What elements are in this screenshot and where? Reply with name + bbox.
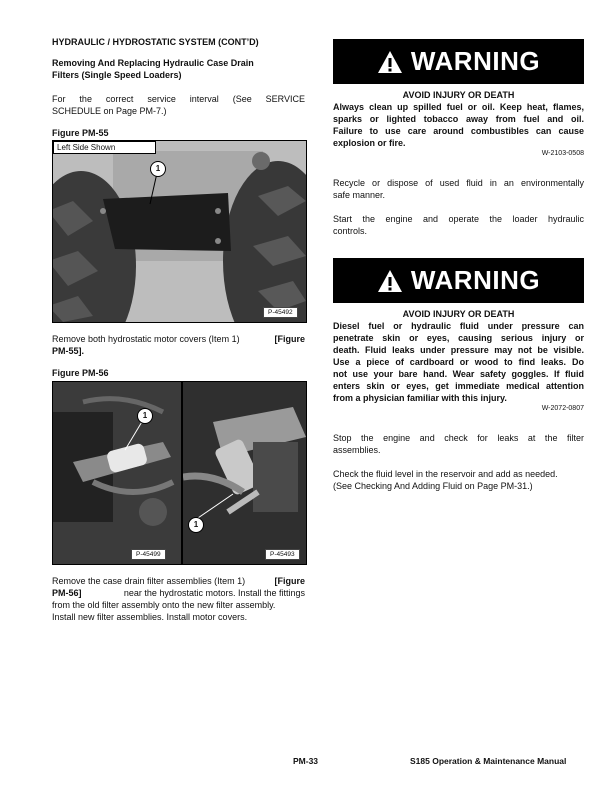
warning-1-line-2: sparks or lighted tobacco away from fuel and oil.	[333, 114, 584, 124]
warning-2-line-6: enters skin or eyes, get immediate medical attention	[333, 381, 584, 391]
step-1-line-2: PM-55].	[52, 346, 85, 356]
warning-banner-1	[333, 39, 584, 84]
step-1-text: Remove both hydrostatic motor covers (Item 1)	[52, 334, 240, 344]
step-2-figure-ref-end: PM-56]	[52, 588, 82, 598]
figure-pm-55-photo-id: P-45492	[263, 307, 298, 318]
manual-title: S185 Operation & Maintenance Manual	[410, 756, 567, 766]
warning-1-line-3: Failure to use care around combustibles can cause	[333, 126, 584, 136]
figure-pm-55-callout: 1	[150, 161, 166, 177]
figure-pm-56-label: Figure PM-56	[52, 368, 109, 378]
warning-banner-2	[333, 258, 584, 303]
start-line-1: Start the engine and operate the loader hydraulic	[333, 214, 584, 224]
stop-line-1: Stop the engine and check for leaks at the filter	[333, 433, 584, 443]
section-title: HYDRAULIC / HYDROSTATIC SYSTEM (CONT’D)	[52, 37, 259, 47]
step-2-line-4: Install new filter assemblies. Install motor covers.	[52, 612, 248, 622]
recycle-line-2: safe manner.	[333, 190, 386, 200]
case-drain-filter-image-right	[183, 382, 306, 564]
figure-pm-56-right-callout: 1	[188, 517, 204, 533]
warning-2-line-3: death. Fluid leaks under pressure may not be visible.	[333, 345, 584, 355]
subsection-title-line-2: Filters (Single Speed Loaders)	[52, 70, 182, 80]
stop-line-2: assemblies.	[333, 445, 381, 455]
figure-pm-55-label: Figure PM-55	[52, 128, 109, 138]
step-2-text-cont: near the hydrostatic motors. Install the fittings	[123, 588, 305, 598]
intro-line-2: SCHEDULE on Page PM-7.)	[52, 106, 167, 116]
warning-triangle-icon	[377, 269, 403, 293]
figure-pm-56-left-photo-id: P-45499	[131, 549, 166, 560]
warning-2-line-2: penetrate skin or eyes, causing serious injury or	[333, 333, 584, 343]
start-line-2: controls.	[333, 226, 368, 236]
figure-pm-56-right-photo	[182, 381, 307, 565]
warning-2-line-5: not use your bare hand. Wear safety goggles. If fluid	[333, 369, 584, 379]
figure-pm-56-left-photo	[52, 381, 182, 565]
step-2-line-1	[52, 575, 305, 587]
figure-pm-55-caption: Left Side Shown	[53, 141, 156, 154]
check-line-1: Check the fluid level in the reservoir and add as needed.	[333, 469, 558, 479]
warning-banner-1-text: WARNING	[410, 46, 541, 76]
hydrostatic-motor-cover-image	[53, 141, 306, 322]
warning-1-code: W-2103-0508	[541, 150, 584, 157]
warning-banner-2-text: WARNING	[410, 265, 541, 295]
warning-1-line-1: Always clean up spilled fuel or oil. Keep heat, flames,	[333, 102, 584, 112]
check-line-2: (See Checking And Adding Fluid on Page PM-31.)	[333, 481, 533, 491]
step-2-text: Remove the case drain filter assemblies (Item 1)	[52, 576, 246, 586]
warning-1-title: AVOID INJURY OR DEATH	[402, 90, 515, 100]
step-2-line-3: from the old filter assembly onto the new filter assembly.	[52, 600, 276, 610]
intro-line-1: For the correct service interval (See SERVICE	[52, 94, 305, 104]
case-drain-filter-image-left	[53, 382, 181, 564]
warning-2-title: AVOID INJURY OR DEATH	[402, 309, 515, 319]
step-1-line-1	[52, 333, 305, 345]
warning-2-line-7: from a physician familiar with this injury.	[333, 393, 507, 403]
subsection-title-line-1: Removing And Replacing Hydraulic Case Drain	[52, 58, 254, 68]
step-2-figure-ref: [Figure	[274, 576, 305, 586]
step-1-figure-ref: [Figure	[274, 334, 305, 344]
step-2-line-2	[52, 587, 305, 599]
recycle-line-1: Recycle or dispose of used fluid in an environmentally	[333, 178, 584, 188]
warning-2-code: W-2072-0807	[541, 405, 584, 412]
figure-pm-56-left-callout: 1	[137, 408, 153, 424]
warning-2-line-4: Use a piece of cardboard or wood to find leaks. Do	[333, 357, 584, 367]
warning-1-line-4: explosion or fire.	[333, 138, 406, 148]
page-number: PM-33	[293, 756, 319, 766]
warning-2-line-1: Diesel fuel or hydraulic fluid under pressure can	[333, 321, 584, 331]
warning-triangle-icon	[377, 50, 403, 74]
figure-pm-55-photo	[52, 140, 307, 323]
figure-pm-56-right-photo-id: P-45493	[265, 549, 300, 560]
